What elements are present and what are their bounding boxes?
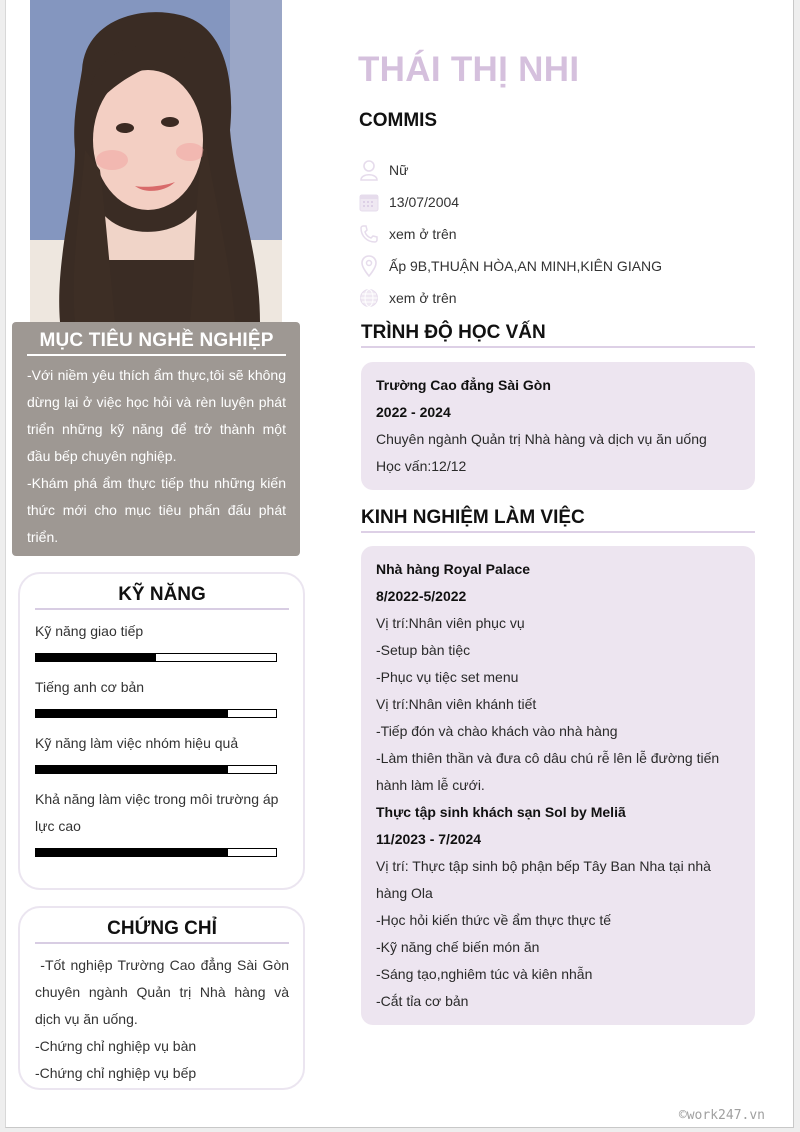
candidate-name: THÁI THỊ NHI xyxy=(358,50,580,89)
certificate-line: -Chứng chỉ nghiệp vụ bếp xyxy=(35,1065,197,1081)
calendar-icon xyxy=(358,191,380,213)
job-entry xyxy=(376,799,740,1015)
skill-item xyxy=(35,618,289,662)
certificate-line: -Tốt nghiệp Trường Cao đẳng Sài Gòn chuyên ngành Quản trị Nhà hàng và dịch vụ ăn uống. xyxy=(35,957,293,1027)
job-detail: -Làm thiên thần và đưa cô dâu chú rễ lên lễ đường tiến hành làm lễ cưới. xyxy=(376,750,720,793)
skill-item xyxy=(35,674,289,718)
job-company: Thực tập sinh khách sạn Sol by Meliã xyxy=(376,804,626,820)
job-detail: Vị trí:Nhân viên khánh tiết xyxy=(376,696,537,712)
education-major: Chuyên ngành Quản trị Nhà hàng và dịch vụ ăn uống xyxy=(376,431,707,447)
contact-website xyxy=(358,282,758,314)
skill-name: Kỹ năng làm việc nhóm hiệu quả xyxy=(35,735,239,751)
skill-level-bar xyxy=(35,848,277,857)
skill-name: Kỹ năng giao tiếp xyxy=(35,623,144,639)
education-card xyxy=(361,362,755,490)
cv-page xyxy=(5,0,794,1128)
contact-info xyxy=(358,154,758,314)
objective-paragraph: -Khám phá ẩm thực tiếp thu những kiến thức mới cho mục tiêu phấn đấu phát triển. xyxy=(27,475,286,545)
contact-phone xyxy=(358,218,758,250)
skills-heading: KỸ NĂNG xyxy=(35,584,289,610)
job-company: Nhà hàng Royal Palace xyxy=(376,561,531,577)
watermark: ©work247.vn xyxy=(678,1108,765,1123)
job-title: COMMIS xyxy=(359,110,438,131)
birthdate-value: 13/07/2004 xyxy=(389,194,460,210)
phone-value: xem ở trên xyxy=(389,226,457,242)
skills-section xyxy=(18,572,305,890)
job-detail: -Cắt tỉa cơ bản xyxy=(376,993,469,1009)
job-detail: -Sáng tạo,nghiêm túc và kiên nhẫn xyxy=(376,966,593,982)
skill-item xyxy=(35,730,289,774)
job-detail: -Học hỏi kiến thức về ẩm thực thực tế xyxy=(376,912,612,928)
education-period: 2022 - 2024 xyxy=(376,404,451,420)
job-detail: Vị trí:Nhân viên phục vụ xyxy=(376,615,525,631)
job-period: 8/2022-5/2022 xyxy=(376,588,467,604)
job-detail: -Kỹ năng chế biến món ăn xyxy=(376,939,540,955)
certificates-heading: CHỨNG CHỈ xyxy=(35,918,289,944)
education-heading: TRÌNH ĐỘ HỌC VẤN xyxy=(361,322,755,348)
job-detail: -Tiếp đón và chào khách vào nhà hàng xyxy=(376,723,618,739)
contact-address xyxy=(358,250,758,282)
address-value: Ấp 9B,THUẬN HÒA,AN MINH,KIÊN GIANG xyxy=(389,258,663,274)
certificates-section xyxy=(18,906,305,1090)
person-icon xyxy=(358,159,380,181)
profile-photo xyxy=(30,0,282,322)
contact-gender xyxy=(358,154,758,186)
job-detail: -Setup bàn tiệc xyxy=(376,642,471,658)
contact-birthdate xyxy=(358,186,758,218)
career-objective-section xyxy=(12,322,300,556)
skill-item xyxy=(35,786,289,857)
skill-level-bar xyxy=(35,765,277,774)
job-detail: -Phục vụ tiệc set menu xyxy=(376,669,519,685)
skill-name: Tiếng anh cơ bản xyxy=(35,679,145,695)
globe-icon xyxy=(358,287,380,309)
gender-value: Nữ xyxy=(389,162,409,178)
experience-heading: KINH NGHIỆM LÀM VIỆC xyxy=(361,507,755,533)
website-value: xem ở trên xyxy=(389,290,457,306)
skill-name: Khả năng làm việc trong môi trường áp lực cao xyxy=(35,791,279,834)
job-entry xyxy=(376,556,740,799)
skill-level-bar xyxy=(35,653,277,662)
objective-paragraph: -Với niềm yêu thích ẩm thực,tôi sẽ không dừng lại ở việc học hỏi và rèn luyện phát triển những kỹ năng để trở thành một đầu bếp chuyên nghiệp. xyxy=(27,367,286,464)
job-detail: Vị trí: Thực tập sinh bộ phận bếp Tây Ban Nha tại nhà hàng Ola xyxy=(376,858,711,901)
school-name: Trường Cao đẳng Sài Gòn xyxy=(376,377,551,393)
objective-heading: MỤC TIÊU NGHỀ NGHIỆP xyxy=(27,330,286,356)
skill-level-bar xyxy=(35,709,277,718)
certificate-line: -Chứng chỉ nghiệp vụ bàn xyxy=(35,1038,197,1054)
job-period: 11/2023 - 7/2024 xyxy=(376,831,482,847)
location-pin-icon xyxy=(358,255,380,277)
education-level: Học vấn:12/12 xyxy=(376,458,467,474)
phone-icon xyxy=(358,223,380,245)
experience-card xyxy=(361,546,755,1025)
